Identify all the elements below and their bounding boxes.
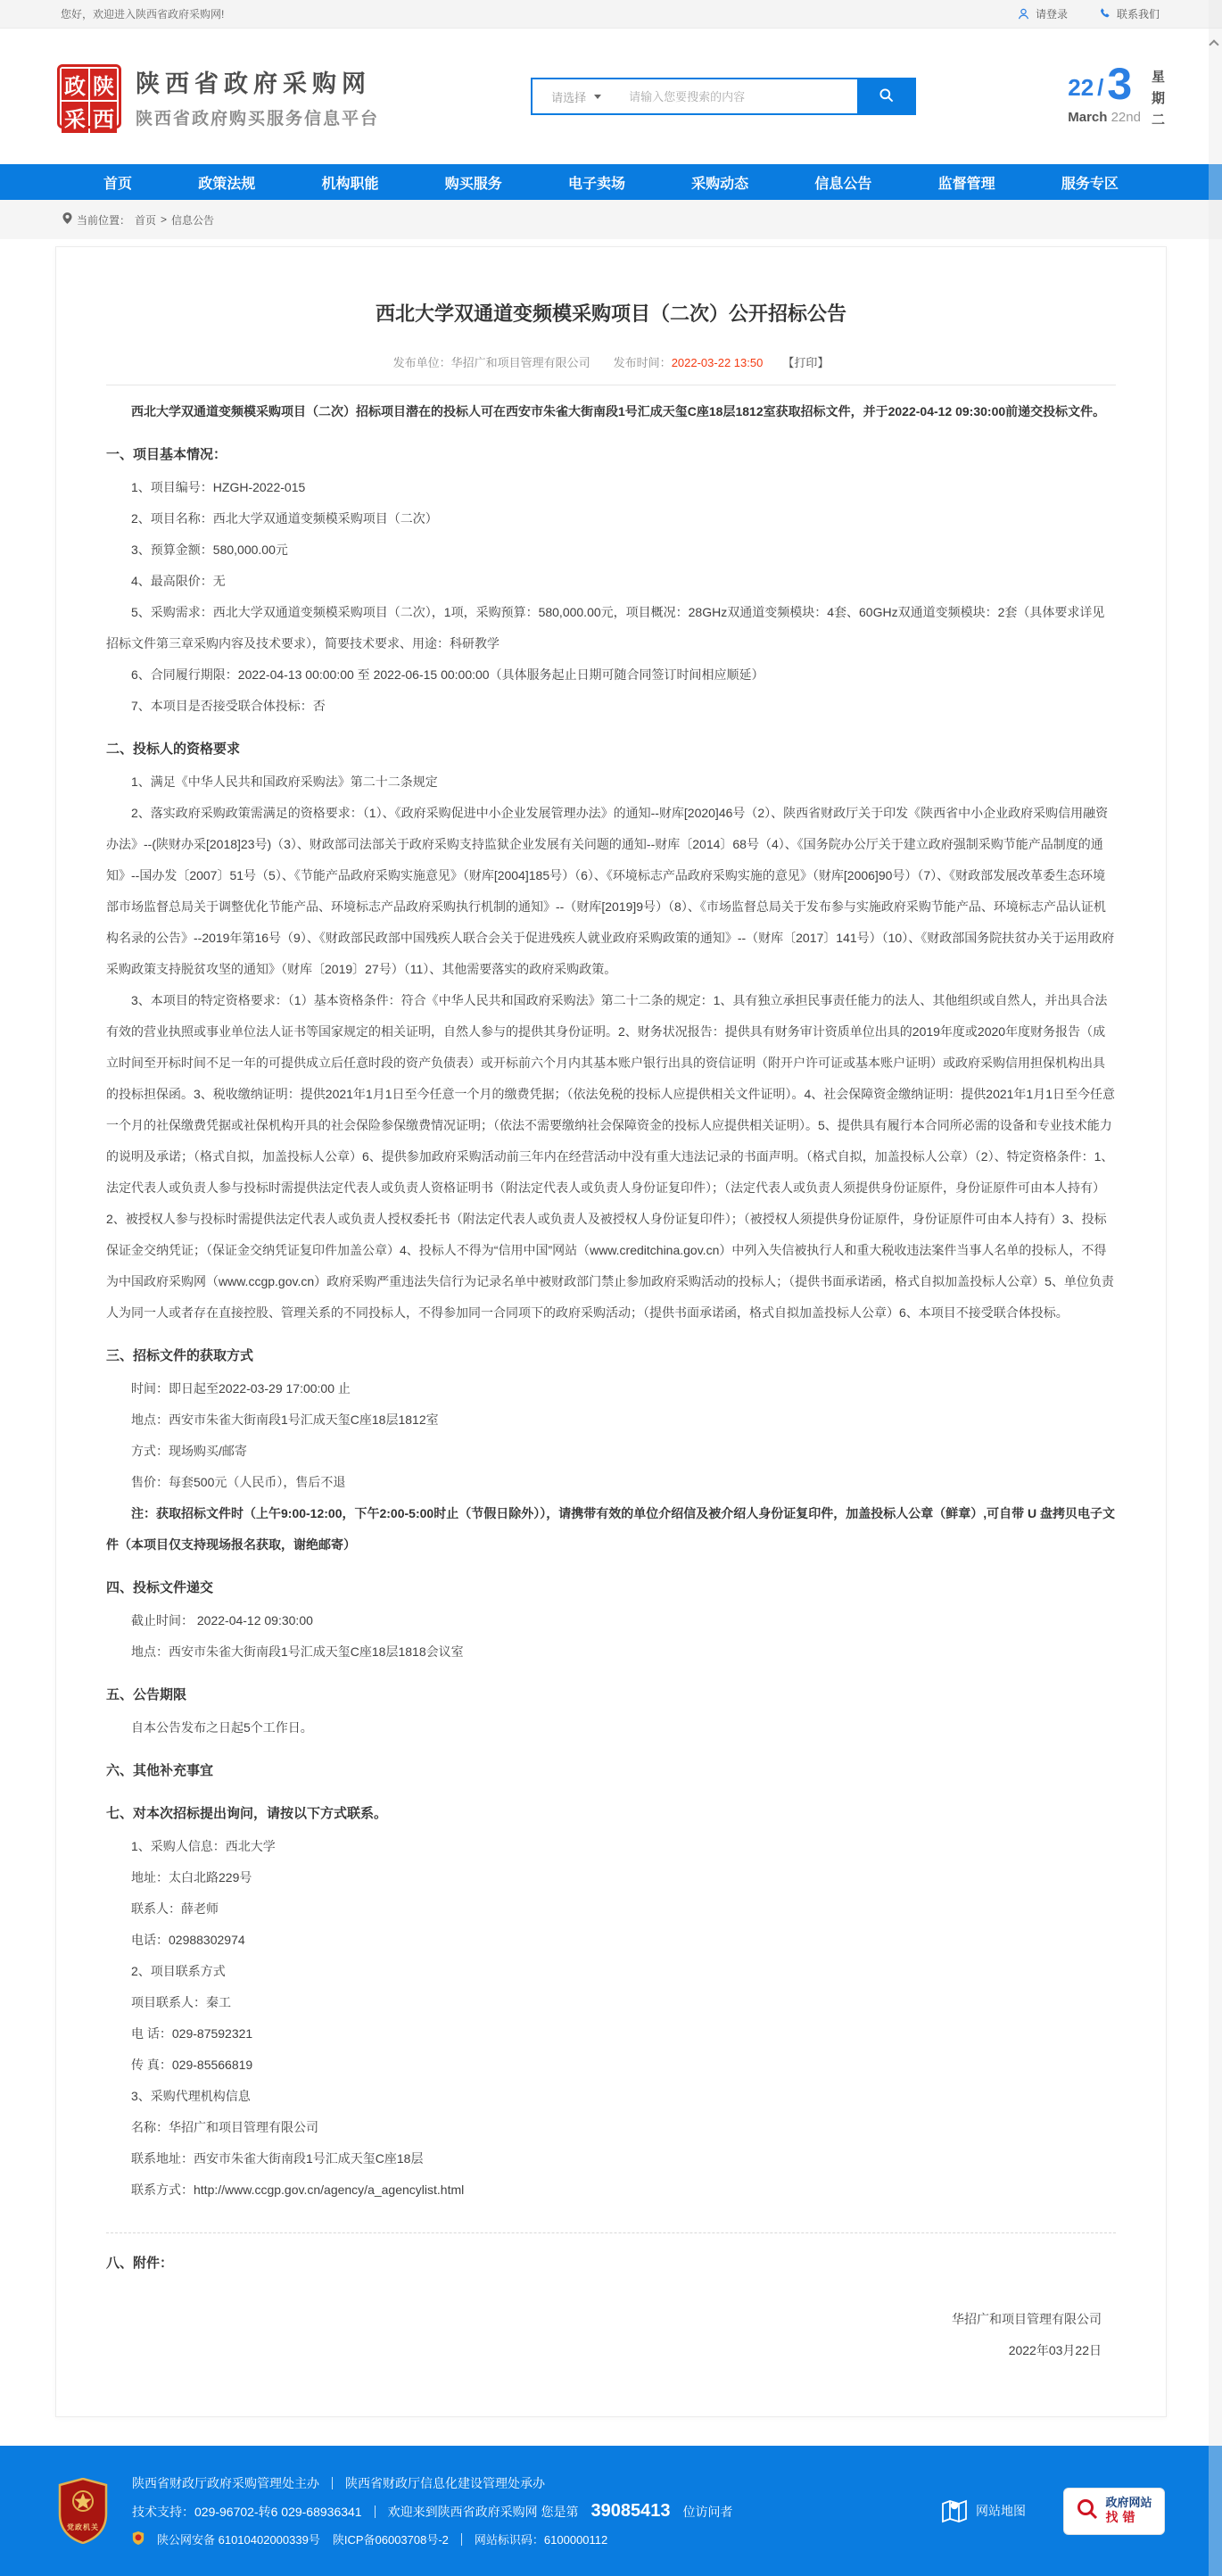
- article-paragraph: 联系地址：西安市朱雀大街南段1号汇成天玺C座18层: [131, 2151, 424, 2166]
- police-badge-icon: [132, 2531, 144, 2547]
- article-paragraph: 7、本项目是否接受联合体投标：否: [131, 699, 326, 713]
- nav-item-5[interactable]: 电子卖场: [567, 176, 625, 192]
- nav-item-8[interactable]: 监督管理: [937, 176, 995, 192]
- article-paragraph: 注：获取招标文件时（上午9:00-12:00，下午2:00-5:00时止（节假日除外）），请携带有效的单位介绍信及被介绍人身份证复印件，加盖投标人公章（鲜章）,可自带 U 盘拷贝电子文件（本项目仅支持现场报名获取，谢绝邮寄）: [106, 1506, 1115, 1552]
- login-link[interactable]: 请登录: [1017, 6, 1068, 21]
- visitor-count: 39085413: [590, 2501, 671, 2521]
- weekday-label: 星 期 二: [1151, 69, 1165, 128]
- date-widget: 22 / 3 March 22nd 星 期 二: [1068, 58, 1165, 128]
- article-body: [106, 396, 1116, 2279]
- article-paragraph: 2、落实政府采购政策需满足的资格要求：（1）、《政府采购促进中小企业发展管理办法》的通知--财库[2020]46号（2）、陕西省财政厅关于印发《陕西省中小企业政府采购信用融资办法》--(陕财办采[2018]23号)（3）、财政部司法部关于政府采购支持监狱企业发展有关问题的通知--财库〔2014〕68号（4）、《国务院办公厅关于建立政府强制采购节能产品制度的通知》--国办发〔2007〕51号（5）、《节能产品政府采购实施意见》（财库[2004]185号）（6）、《环境标志产品政府采购实施的意见》（财库[2006]90号）（7）、《财政部发展改革委生态环境部市场监督总局关于调整优化节能产品、环境标志产品政府采购执行机制的通知》--（财库[2019]9号）（8）、《市场监督总局关于发布参与实施政府采购节能产品、环境标志产品认证机构名录的公告》--2019年第16号（9）、《财政部民政部中国残疾人联合会关于促进残疾人就业政府采购政策的通知》--（财库〔2017〕141号）（10）、《财政部国务院扶贫办关于运用政府采购政策支持脱贫攻坚的通知》（财库〔2019〕27号）（11）、其他需要落实的政府采购政策。: [106, 806, 1115, 976]
- search-box: [531, 78, 916, 115]
- sitemap-map-icon: [941, 2495, 968, 2528]
- signature-block: [106, 2304, 1116, 2366]
- nav-item-3[interactable]: 机构职能: [321, 176, 379, 192]
- main-content: [0, 239, 1222, 2446]
- section-heading: 五、公告期限: [106, 1687, 187, 1702]
- breadcrumb-home-link[interactable]: 首页: [135, 213, 157, 227]
- section-heading: 八、附件：: [106, 2256, 174, 2271]
- nav-item-9[interactable]: 服务专区: [1061, 176, 1119, 192]
- article-paragraph: 2、项目联系方式: [131, 1964, 226, 1978]
- signature-date: 2022年03月22日: [1008, 2343, 1102, 2357]
- article-meta: 发布单位：华招广和项目管理有限公司 发布时间：2022-03-22 13:50 【打印】: [392, 356, 830, 369]
- article-paragraph: 方式：现场购买/邮寄: [131, 1444, 247, 1458]
- seal-logo-icon: 政 陕 采 西: [57, 64, 121, 128]
- article-paragraph: 电 话：029-87592321: [131, 2026, 253, 2041]
- user-icon: [1017, 7, 1030, 21]
- phone-icon: [1098, 7, 1111, 21]
- page-title: 西北大学双通道变频模采购项目（二次）公开招标公告: [375, 302, 846, 325]
- article-paragraph: 时间：即日起至2022-03-29 17:00:00 止: [131, 1381, 351, 1396]
- location-pin-icon: [62, 212, 72, 227]
- signature-company: 华招广和项目管理有限公司: [952, 2312, 1102, 2326]
- breadcrumb-current[interactable]: 信息公告: [171, 213, 215, 227]
- article-paragraph: 自本公告发布之日起5个工作日。: [131, 1720, 313, 1735]
- site-header: [0, 29, 1222, 164]
- article-paragraph: 西北大学双通道变频模采购项目（二次）招标项目潜在的投标人可在西安市朱雀大街南段1号汇成天玺C座18层1812室获取招标文件，并于2022-04-12 09:30:00前递交投标文件。: [131, 404, 1106, 418]
- site-subtitle: 陕西省政府购买服务信息平台: [136, 109, 380, 128]
- chevron-down-icon: [594, 95, 601, 99]
- article-paragraph: 电话：02988302974: [131, 1933, 245, 1947]
- welcome-text: 您好，欢迎进入陕西省政府采购网!: [61, 8, 225, 21]
- article-paragraph: 3、本项目的特定资格要求：（1）基本资格条件：符合《中华人民共和国政府采购法》第二十二条的规定：1、具有独立承担民事责任能力的法人、其他组织或自然人，并出具合法有效的营业执照或事业单位法人证书等国家规定的相关证明，自然人参与的提供其身份证明。2、财务状况报告：提供具有财务审计资质单位出具的2019年度或2020年度财务报告（成立时间至开标时间不足一年的可提供成立后任意时段的资产负债表）或开标前六个月内其基本账户银行出具的资信证明（附开户许可证或基本账户证明）或政府采购信用担保机构出具的投标担保函。3、税收缴纳证明：提供2021年1月1日至今任意一个月的缴费凭据；（依法免税的投标人应提供相关文件证明）。4、社会保障资金缴纳证明：提供2021年1月1日至今任意一个月的社保缴费凭据或社保机构开具的社会保险参保缴费情况证明；（依法不需要缴纳社会保障资金的投标人应提供相关证明）。5、提供具有履行本合同所必需的设备和专业技术能力的说明及承诺；（格式自拟，加盖投标人公章）6、提供参加政府采购活动前三年内在经营活动中没有重大违法记录的书面声明。（格式自拟，加盖投标人公章）（2）、特定资格条件：1、法定代表人或负责人参与投标时需提供法定代表人或负责人资格证明书（附法定代表人或负责人身份证复印件）；（法定代表人或负责人须提供身份证原件，身份证原件可由本人持有）2、被授权人参与投标时需提供法定代表人或负责人授权委托书（附法定代表人或负责人及被授权人身份证复印件）；（被授权人须提供身份证原件，身份证原件可由本人持有）3、投标保证金交纳凭证；（保证金交纳凭证复印件加盖公章）4、投标人不得为“信用中国”网站（www.creditchina.gov.cn）中列入失信被执行人和重大税收违法案件当事人名单的投标人，不得为中国政府采购网（www.ccgp.gov.cn）政府采购严重违法失信行为记录名单中被财政部门禁止参加政府采购活动的投标人；（提供书面承诺函，格式自拟加盖投标人公章）5、单位负责人为同一人或者存在直接控股、管理关系的不同投标人，不得参加同一合同项下的政府采购活动；（提供书面承诺函，格式自拟加盖投标人公章）6、本项目不接受联合体投标。: [106, 993, 1116, 1320]
- scroll-up-icon[interactable]: [1209, 39, 1218, 49]
- article-paragraph: 地点：西安市朱雀大街南段1号汇成天玺C座18层1818会议室: [131, 1644, 464, 1659]
- section-heading: 三、招标文件的获取方式: [106, 1348, 254, 1363]
- nav-item-2[interactable]: 政策法规: [198, 176, 256, 192]
- nav-item-4[interactable]: 购买服务: [444, 176, 502, 192]
- breadcrumb: 当前位置： 首页 > 信息公告: [0, 200, 1222, 239]
- find-error-magnifier-icon: [1076, 2497, 1099, 2525]
- article-paragraph: 地点：西安市朱雀大街南段1号汇成天玺C座18层1812室: [131, 1412, 439, 1427]
- footer-info: 陕西省财政厅政府采购管理处主办 陕西省财政厅信息化建设管理处承办 技术支持：029-96702-转6 029-68936341 欢迎来到陕西省政府采购网 您是第 39085413 位访问者 陕公网安备 61010402000339号 陕ICP备06003708号-2 网站标识码：6100000112: [132, 2476, 733, 2547]
- publish-time: 2022-03-22 13:50: [671, 356, 764, 369]
- section-heading: 六、其他补充事宜: [106, 1763, 214, 1778]
- article-paragraph: 名称：华招广和项目管理有限公司: [131, 2120, 318, 2134]
- article-paragraph: 3、采购代理机构信息: [131, 2089, 251, 2103]
- article-paragraph: 1、采购人信息：西北大学: [131, 1839, 276, 1853]
- article-paragraph: 联系方式：http://www.ccgp.gov.cn/agency/a_agencylist.html: [131, 2183, 465, 2197]
- search-input[interactable]: [620, 79, 857, 113]
- search-category-select[interactable]: 请选择: [533, 79, 620, 113]
- article-paragraph: 3、预算金额：580,000.00元: [131, 543, 288, 557]
- article-paragraph: 售价：每套500元（人民币），售后不退: [131, 1475, 346, 1489]
- contact-link[interactable]: 联系我们: [1098, 6, 1160, 21]
- section-heading: 七、对本次招标提出询问，请按以下方式联系。: [106, 1806, 388, 1821]
- article-paragraph: 1、满足《中华人民共和国政府采购法》第二十二条规定: [131, 774, 438, 789]
- publisher-name: 华招广和项目管理有限公司: [450, 356, 590, 369]
- icp-number[interactable]: 陕ICP备06003708号-2: [332, 2533, 449, 2547]
- site-logo[interactable]: [57, 64, 380, 132]
- article-paragraph: 2、项目名称：西北大学双通道变频模采购项目（二次）: [131, 511, 438, 526]
- section-heading: 二、投标人的资格要求: [106, 741, 241, 757]
- police-record-number[interactable]: 陕公网安备 61010402000339号: [157, 2533, 320, 2547]
- nav-item-7[interactable]: 信息公告: [814, 176, 872, 192]
- main-nav-bar: [0, 164, 1222, 200]
- top-utility-bar: [0, 0, 1222, 29]
- article-paragraph: 1、项目编号：HZGH-2022-015: [131, 480, 306, 494]
- party-government-badge-icon: 党政机关: [57, 2478, 109, 2544]
- search-button[interactable]: [857, 79, 914, 113]
- main-nav: [55, 164, 1167, 200]
- article-paragraph: 项目联系人：秦工: [131, 1995, 231, 2009]
- nav-item-6[interactable]: 采购动态: [691, 176, 749, 192]
- search-icon: [878, 87, 895, 106]
- sitemap-link[interactable]: 网站地图: [941, 2495, 1026, 2528]
- site-title: 陕西省政府采购网: [136, 70, 371, 97]
- section-heading: 四、投标文件递交: [106, 1580, 214, 1595]
- article-paragraph: 6、合同履行期限：2022-04-13 00:00:00 至 2022-06-15 00:00:00（具体服务起止日期可随合同签订时间相应顺延）: [131, 667, 764, 682]
- nav-item-1[interactable]: 首页: [103, 176, 133, 192]
- section-heading: 一、项目基本情况：: [106, 447, 227, 462]
- find-error-button[interactable]: 政府网站 找错: [1063, 2488, 1165, 2535]
- announcement-card: [55, 246, 1167, 2417]
- article-paragraph: 地址：太白北路229号: [131, 1870, 252, 1884]
- article-paragraph: 截止时间： 2022-04-12 09:30:00: [131, 1613, 313, 1628]
- site-id-number: 网站标识码：6100000112: [474, 2533, 608, 2547]
- scrollbar-track[interactable]: [1209, 0, 1222, 2576]
- print-button[interactable]: 【打印】: [782, 356, 830, 369]
- article-paragraph: 传 真：029-85566819: [131, 2058, 253, 2072]
- article-paragraph: 4、最高限价：无: [131, 574, 226, 588]
- site-footer: [0, 2446, 1222, 2576]
- attachment-divider: [106, 2232, 1116, 2233]
- article-paragraph: 5、采购需求：西北大学双通道变频模采购项目（二次），1项，采购预算：580,000.00元，项目概况：28GHz双通道变频模块：4套、60GHz双通道变频模块：2套（具体要求详见招标文件第三章采购内容及技术要求），简要技术要求、用途：科研教学: [106, 605, 1105, 650]
- article-paragraph: 联系人：薛老师: [131, 1901, 219, 1916]
